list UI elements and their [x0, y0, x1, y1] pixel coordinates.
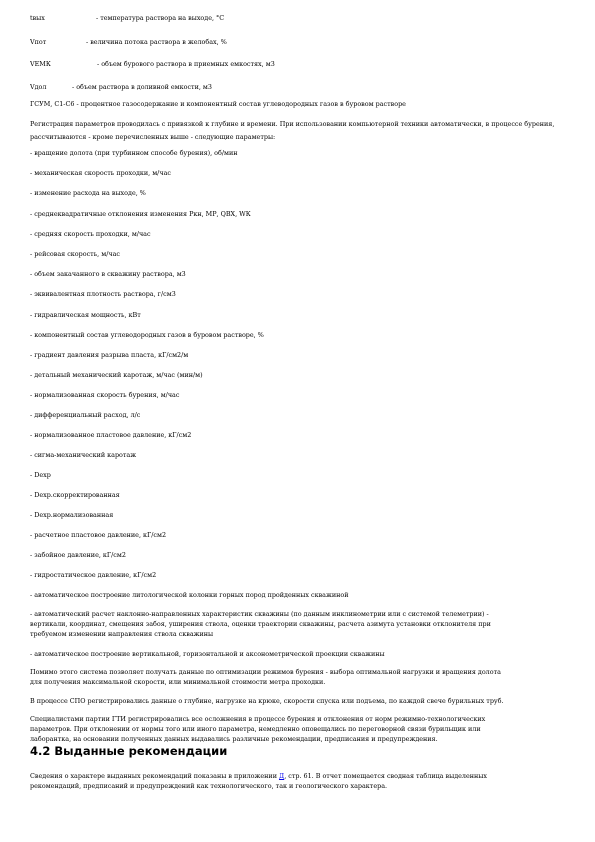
list-item: - нормализованное пластовое давление, кГ/см2	[30, 431, 192, 439]
list-item: - гидравлическая мощность, кВт	[30, 311, 141, 319]
list-item: - автоматический расчет наклонно-направленных характеристик скважины (по данным инклинометрии или с системой телеметрии) -	[30, 610, 489, 618]
list-item: - эквивалентная плотность раствора, г/см3	[30, 290, 176, 298]
list-item: - автоматическое построение литологической колонки горных пород пройденных скважиной	[30, 591, 349, 599]
list-item: - нормализованная скорость бурения, м/час	[30, 391, 180, 399]
optimization-paragraph-line: Помимо этого система позволяет получать данные по оптимизации режимов бурения - выбора оптимальной нагрузки и вращения долота	[30, 668, 501, 676]
list-item: - рейсовая скорость, м/час	[30, 250, 120, 258]
appendix-link[interactable]: Д	[278, 772, 285, 780]
optimization-paragraph-line: для получения максимальной скорости, или минимальной стоимости метра проходки.	[30, 678, 326, 686]
list-item: - среднеквадратичные отклонения изменения Ркн, МР, QВХ, WК	[30, 210, 251, 218]
list-item: - забойное давление, кГ/см2	[30, 551, 126, 559]
list-item: - градиент давления разрыва пласта, кГ/см2/м	[30, 351, 189, 359]
list-item: - сигма-механический каротаж	[30, 451, 137, 459]
list-item: - расчетное пластовое давление, кГ/см2	[30, 531, 167, 539]
definition-v-tanks: VЕМК - объем бурового раствора в приемных емкостях, м3	[30, 60, 275, 68]
list-item: - автоматическое построение вертикальной, горизонтальной и аксонометрической проекции скважины	[30, 650, 385, 658]
list-item: - детальный механический каротаж, м/час (мин/м)	[30, 371, 203, 379]
list-item: - Dexp	[30, 471, 51, 479]
list-item-continuation: требуемом изменении направления ствола скважины	[30, 630, 214, 638]
definition-t-out: tвых - температура раствора на выходе, °С	[30, 14, 225, 22]
list-item: - компонентный состав углеводородных газов в буровом растворе, %	[30, 331, 264, 339]
list-item: - Dexp.нормализованная	[30, 511, 114, 519]
list-item-continuation: вертикали, координат, смещения забоя, уширения ствола, оценки траектории скважины, расчета азимута установки отклонителя при	[30, 620, 491, 628]
definition-v-trip-tank: Vдол - объем раствора в доливной емкости, м3	[30, 83, 212, 91]
list-item: - гидростатическое давление, кГ/см2	[30, 571, 157, 579]
section-paragraph-line: рекомендаций, предписаний и предупреждений как технологического, так и геологического характера.	[30, 782, 388, 790]
list-item: - дифференциальный расход, л/с	[30, 411, 141, 419]
list-item: - средняя скорость проходки, м/час	[30, 230, 151, 238]
list-item: - Dexp.скорректированная	[30, 491, 120, 499]
gti-paragraph-line: лаборантка, на основании полученных данных выдавались различные рекомендации, предписания и предупреждения.	[30, 735, 438, 743]
definition-v-flow: Vпот - величина потока раствора в желобах, %	[30, 38, 227, 46]
section-heading: 4.2 Выданные рекомендации	[30, 744, 228, 758]
list-item: - механическая скорость проходки, м/час	[30, 169, 171, 177]
section-paragraph-line: Сведения о характере выданных рекомендаций показаны в приложении Д, стр. 61. В отчет помещается сводная таблица выделенных	[30, 772, 487, 780]
list-item: - объем закачанного в скважину раствора, м3	[30, 270, 186, 278]
intro-paragraph: Регистрация параметров проводилась с привязкой к глубине и времени. При использовании компьютерной техники автоматически, в процессе бурения, рассчитываются - кроме перечисленных выше - следующие параметры:	[30, 120, 555, 141]
spo-paragraph: В процессе СПО регистрировались данные о глубине, нагрузке на крюке, скорости спуска или подъема, по каждой свече бурильных труб.	[30, 697, 504, 705]
list-item: - вращение долота (при турбинном способе бурения), об/мин	[30, 149, 238, 157]
list-item: - изменение расхода на выходе, %	[30, 189, 146, 197]
gti-paragraph-line: Специалистами партии ГТИ регистрировались все осложнения в процессе бурения и отклонения от норм режимно-технологических	[30, 715, 486, 723]
gsum-definition: ГСУМ, С1-С6 - процентное газосодержание и компонентный состав углеводородных газов в буровом растворе	[30, 100, 406, 108]
gti-paragraph-line: параметров. При отклонении от нормы того или иного параметра, немедленно оповещались по переговорной связи бурильщик или	[30, 725, 481, 733]
